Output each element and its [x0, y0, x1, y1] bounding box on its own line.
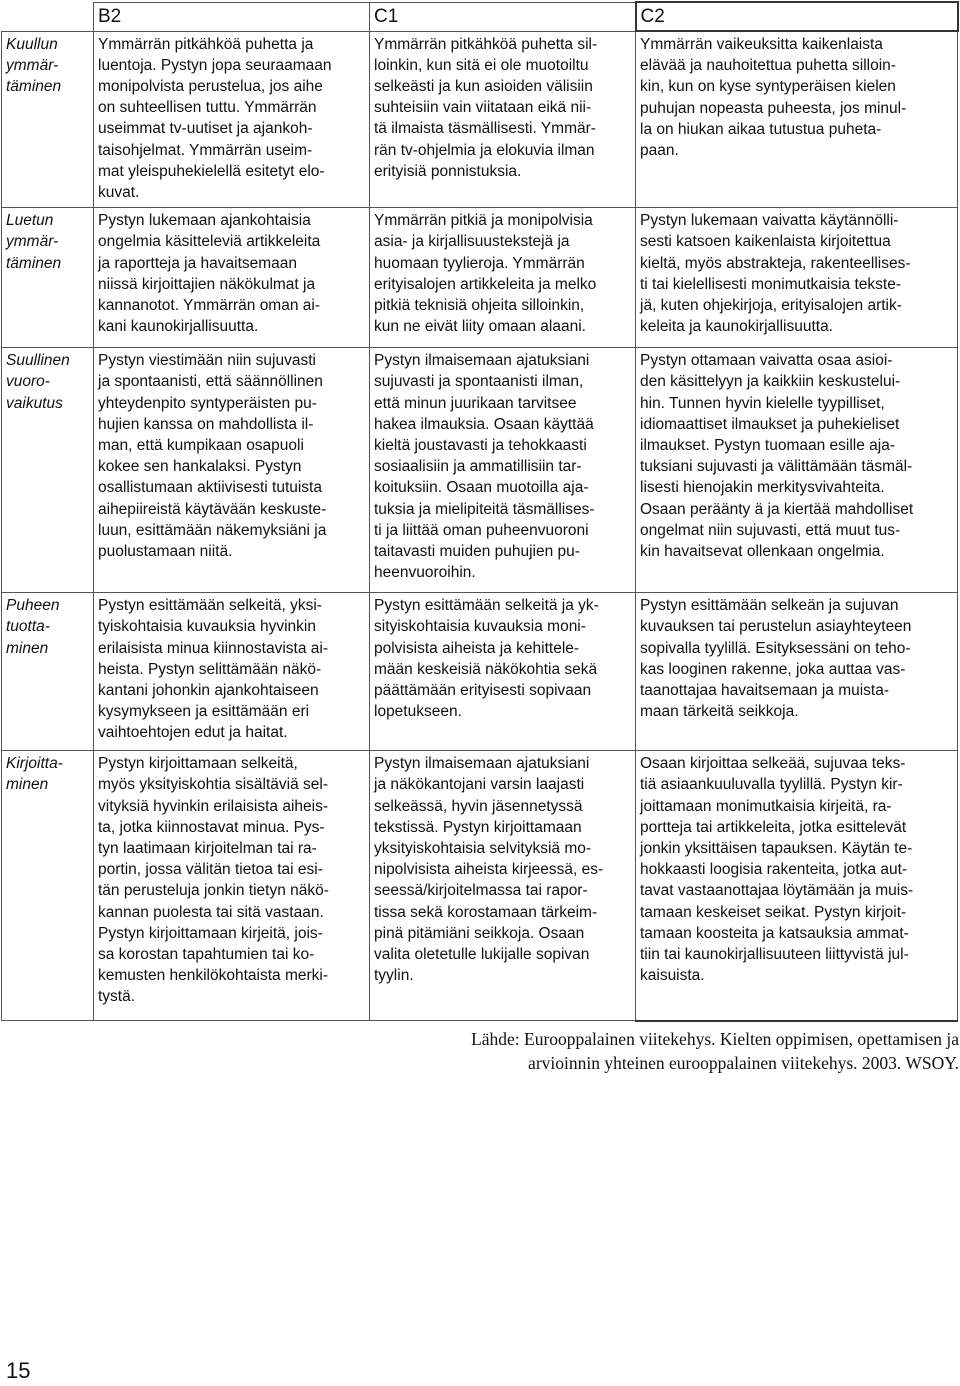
row-label: Suullinen vuoro- vaikutus: [2, 348, 94, 593]
cell-b2: Pystyn kirjoittamaan selkeitä, myös yksityiskohtia sisältäviä sel- vityksiä hyvinkin erilaisista aiheis- ta, jotka kiinnostavat minua. Pys- tyn laatimaan kirjoitelman tai ra- portin, jossa välitän tietoa tai esi- tän perusteluja jonkin tietyn näkö- kannan puolesta tai sitä vastaan. Pystyn kirjoittamaan kirjeitä, jois- sa korostan tapahtumien tai ko- kemusten henkilökohtaista merki- tystä.: [94, 751, 370, 1021]
cell-c1: Pystyn ilmaisemaan ajatuksiani ja näkökantojani varsin laajasti selkeässä, hyvin jäsennetyssä tekstissä. Pystyn kirjoittamaan yksityiskohtaisia selvityksiä mo- nipolvisista aiheista kirjeessä, es- seessä/kirjoitelmassa tai rapor- tissa sekä korostamaan tärkeim- pinä pitämiäni seikkoja. Osaan valita oletetulle lukijalle sopivan tyylin.: [370, 751, 636, 1021]
row-label: Kirjoitta- minen: [2, 751, 94, 1021]
table-row: [2, 31, 958, 208]
cell-b2: Pystyn lukemaan ajankohtaisia ongelmia käsitteleviä artikkeleita ja raportteja ja havaitsemaan niissä kirjoittajien näkökulmat ja kannanotot. Ymmärrän oman ai- kani kaunokirjallisuutta.: [94, 208, 370, 348]
row-label: Luetun ymmär- täminen: [2, 208, 94, 348]
cell-c2: Pystyn lukemaan vaivatta käytännölli- sesti katsoen kaikenlaista kirjoitettua kieltä, myös abstrakteja, rakenteellises- ti tai kielellisesti monimutkaisia tekste- jä, kuten ohjekirjoja, erityisalojen artik- keleita ja kaunokirjallisuutta.: [636, 208, 958, 348]
table-row: [2, 208, 958, 348]
table-row: [2, 593, 958, 751]
cell-c1: Pystyn ilmaisemaan ajatuksiani sujuvasti ja spontaanisti ilman, että minun juurikaan tarvitsee hakea ilmauksia. Osaan käyttää kieltä joustavasti ja tehokkaasti sosiaalisiin ja ammatillisiin tar- koituksiin. Osaan muotoilla aja- tuksia ja mielipiteitä täsmällises- ti ja liittää oman puheenvuoroni taitavasti muiden puhujien pu- heenvuoroihin.: [370, 348, 636, 593]
page-number: 15: [6, 1358, 31, 1383]
table-row: [2, 751, 958, 1021]
cell-b2: Pystyn esittämään selkeitä, yksi- tyiskohtaisia kuvauksia hyvinkin erilaisista minua kiinnostavista ai- heista. Pystyn selittämään näkö- kantani johonkin ajankohtaiseen kysymykseen ja esittämään eri vaihtoehtojen edut ja haitat.: [94, 593, 370, 751]
cell-c1: Ymmärrän pitkähköä puhetta sil- loinkin, kun sitä ei ole muotoiltu selkeästi ja kun asioiden välisiin suhteisiin vain viitataan eikä nii- tä ilmaista täsmällisesti. Ymmär- rän tv-ohjelmia ja elokuvia ilman erityisiä ponnistuksia.: [370, 31, 636, 208]
source-line-1: Lähde: Eurooppalainen viitekehys. Kielten oppimisen, opettamisen ja: [471, 1029, 959, 1049]
row-label: Kuullun ymmär- täminen: [2, 31, 94, 208]
source-citation: [333, 1027, 959, 1075]
cell-c2: Pystyn ottamaan vaivatta osaa asioi- den käsittelyyn ja kaikkiin keskustelui- hin. Tunnen hyvin kielelle tyypilliset, idiomaattiset ilmaukset ja puhekieliset ilmaukset. Pystyn tuomaan esille aja- tuksiani sujuvasti ja välittämään täsmäl- lisesti hienojakin merkitysvivahteita. Osaan peräänty ä ja kiertää mahdolliset ongelmat niin sujuvasti, että muut tus- kin havaitsevat ollenkaan ongelmia.: [636, 348, 958, 593]
table-header-row: [2, 2, 958, 31]
header-b2: B2: [94, 2, 370, 31]
cell-c2: Pystyn esittämään selkeän ja sujuvan kuvauksen tai perustelun asiayhteyteen sopivalla tyylillä. Esityksessäni on teho- kas looginen rakenne, joka auttaa vas- taanottajaa havaitsemaan ja muista- maan tärkeitä seikkoja.: [636, 593, 958, 751]
header-empty: [2, 2, 94, 31]
cell-c1: Ymmärrän pitkiä ja monipolvisia asia- ja kirjallisuustekstejä ja huomaan tyylieroja. Ymmärrän erityisalojen artikkeleita ja melko pitkiä teknisiä ohjeita silloinkin, kun ne eivät liity omaan alaani.: [370, 208, 636, 348]
cell-c2: Ymmärrän vaikeuksitta kaikenlaista elävää ja nauhoitettua puhetta silloin- kin, kun on kyse syntyperäisen kielen puhujan nopeasta puheesta, jos minul- la on hiukan aikaa tutustua puheta- paan.: [636, 31, 958, 208]
language-level-table: [1, 1, 959, 1022]
header-c1: C1: [370, 2, 636, 31]
row-label: Puheen tuotta- minen: [2, 593, 94, 751]
cell-c2: Osaan kirjoittaa selkeää, sujuvaa teks- tiä asiaankuuluvalla tyylillä. Pystyn kir- joittamaan monimutkaisia kirjeitä, ra- portteja tai artikkeleita, jotka esittelevät jonkin yksittäisen tapauksen. Käytän te- hokkaasti loogisia rakenteita, jotka aut- tavat vastaanottajaa löytämään ja muis- tamaan keskeiset seikat. Pystyn kirjoit- tamaan koosteita ja katsauksia ammat- tiin tai kaunokirjallisuuteen liittyvistä jul- kaisuista.: [636, 751, 958, 1021]
table-row: [2, 348, 958, 593]
source-line-2: arvioinnin yhteinen eurooppalainen viitekehys. 2003. WSOY.: [528, 1053, 959, 1073]
cell-b2: Ymmärrän pitkähköä puhetta ja luentoja. Pystyn jopa seuraamaan monipolvista perustelua, jos aihe on suhteellisen tuttu. Ymmärrän useimmat tv-uutiset ja ajankoh- taisohjelmat. Ymmärrän useim- mat yleispuhekielellä esitetyt elo- kuvat.: [94, 31, 370, 208]
cell-b2: Pystyn viestimään niin sujuvasti ja spontaanisti, että säännöllinen yhteydenpito syntyperäisten pu- hujien kanssa on mahdollista il- man, että kumpikaan osapuoli kokee sen hankalaksi. Pystyn osallistumaan aktiivisesti tutuista aihepiireistä käytävään keskuste- luun, esittämään näkemyksiäni ja puolustamaan niitä.: [94, 348, 370, 593]
cell-c1: Pystyn esittämään selkeitä ja yk- sityiskohtaisia kuvauksia moni- polvisista aiheista ja kehittele- mään keskeisiä näkökohtia sekä päättämään erityisesti sopivaan lopetukseen.: [370, 593, 636, 751]
header-c2: C2: [636, 2, 958, 31]
